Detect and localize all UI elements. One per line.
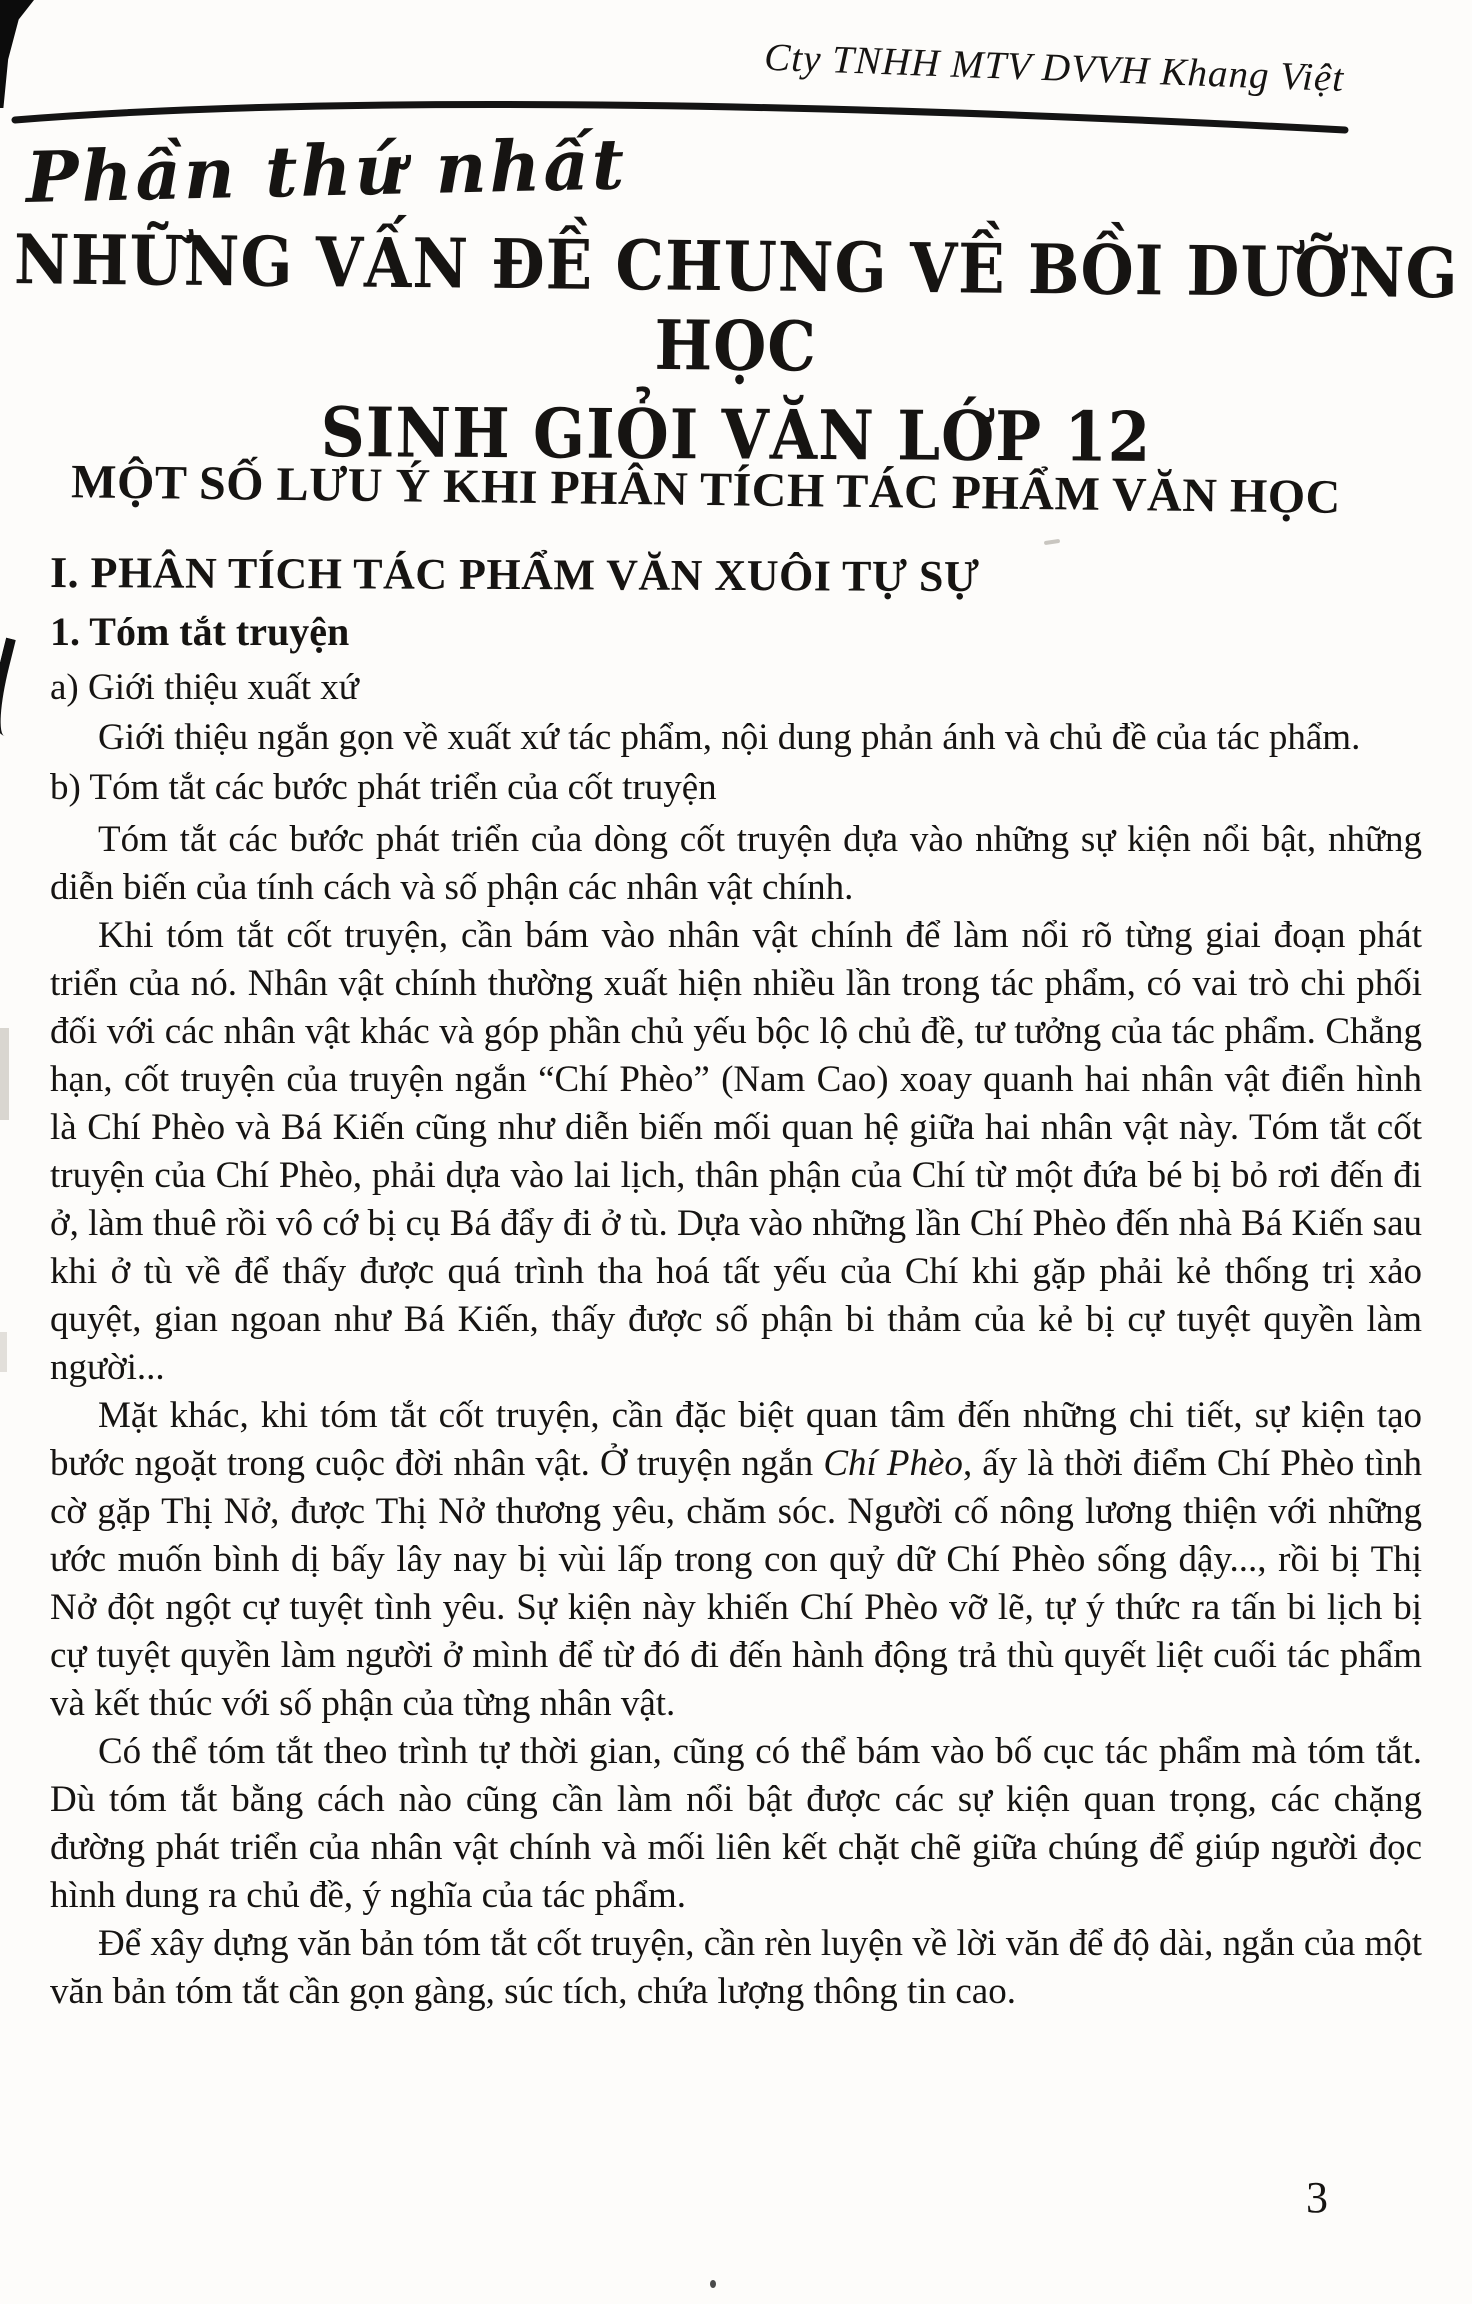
scan-artifact-edge-mark	[0, 638, 37, 739]
scan-artifact-speck	[1044, 539, 1060, 545]
paragraph-summary-methods: Có thể tóm tắt theo trình tự thời gian, cũng có thể bám vào bố cục tác phẩm mà tóm tắt. Dù tóm tắt bằng cách nào cũng cần làm nổi bật được các sự kiện quan trọng, các chặng đường phát triển của nhân vật chính và mối liên kết chặt chẽ giữa chúng để giúp người đọc hình dung ra chủ đề, ý nghĩa của tác phẩm.	[50, 1731, 1422, 1916]
chapter-title	[0, 220, 1472, 478]
paragraph-turning-points-text: , ấy là thời điểm Chí Phèo tình cờ gặp Thị Nở, được Thị Nở thương yêu, chăm sóc. Người cố nông lương thiện với những ước muốn bình dị bấy lây nay bị vùi lấp trong con quỷ dữ Chí Phèo sống dậy..., rồi bị Thị Nở đột ngột cự tuyệt tình yêu. Sự kiện này khiến Chí Phèo vỡ lẽ, tự ý thức ra tấn bi lịch bị cự tuyệt quyền làm người ở mình để từ đó đi đến hành động trả thù quyết liệt cuối tác phẩm và kết thúc với số phận của từng nhân vật.	[50, 1443, 1422, 1724]
paragraph-writing-advice: Để xây dựng văn bản tóm tắt cốt truyện, cần rèn luyện về lời văn để độ dài, ngắn của một văn bản tóm tắt cần gọn gàng, súc tích, chứa lượng thông tin cao.	[50, 1923, 1422, 2012]
body-text-column	[50, 546, 1422, 2016]
work-title-italic: Chí Phèo	[823, 1443, 963, 1484]
heading-item-a: a) Giới thiệu xuất xứ	[50, 667, 359, 708]
page-number: 3	[1306, 2173, 1328, 2222]
heading-part-i: I. PHÂN TÍCH TÁC PHẨM VĂN XUÔI TỰ SỰ	[49, 548, 980, 602]
section-title: MỘT SỐ LƯU Ý KHI PHÂN TÍCH TÁC PHẨM VĂN HỌC	[70, 455, 1342, 524]
paragraph-main-character: Khi tóm tắt cốt truyện, cần bám vào nhân vật chính để làm nổi rõ từng giai đoạn phát triển của nó. Nhân vật chính thường xuất hiện nhiều lần trong tác phẩm, có vai trò chi phối đối với các nhân vật khác và góp phần chủ yếu bộc lộ chủ đề, tư tưởng của tác phẩm. Chẳng hạn, cốt truyện của truyện ngắn “Chí Phèo” (Nam Cao) xoay quanh hai nhân vật điển hình là Chí Phèo và Bá Kiến cũng như diễn biến mối quan hệ giữa hai nhân vật này. Tóm tắt cốt truyện của Chí Phèo, phải dựa vào lai lịch, thân phận của Chí từ một đứa bé bị bỏ rơi đến đi ở, làm thuê rồi vô cớ bị cụ Bá đẩy đi ở tù. Dựa vào những lần Chí Phèo đến nhà Bá Kiến sau khi ở tù về để thấy được quá trình tha hoá tất yếu của Chí khi gặp phải kẻ thống trị xảo quyệt, gian ngoan như Bá Kiến, thấy được số phận bi thảm của kẻ bị cự tuyệt quyền làm người...	[50, 915, 1422, 1388]
paragraph-plot-steps: Tóm tắt các bước phát triển của dòng cốt truyện dựa vào những sự kiện nổi bật, những diễn biến của tính cách và số phận các nhân vật chính.	[50, 819, 1422, 908]
scan-artifact-dot	[710, 2280, 716, 2288]
heading-item-b: b) Tóm tắt các bước phát triển của cốt truyện	[50, 767, 717, 808]
scan-artifact-smudge	[0, 1028, 9, 1120]
part-label: Phần thứ nhất	[25, 122, 628, 219]
publisher-running-header: Cty TNHH MTV DVVH Khang Việt	[763, 35, 1345, 100]
paragraph-turning-points-text: Mặt khác, khi tóm tắt cốt truyện, cần đặc biệt quan tâm đến những chi tiết, sự kiện tạo bước ngoặt trong cuộc đời nhân vật. Ở truyện ngắn	[50, 1395, 1422, 1484]
chapter-title-line-1: NHỮNG VẤN ĐỀ CHUNG VỀ BỒI DƯỠNG HỌC	[13, 220, 1459, 388]
heading-item-1: 1. Tóm tắt truyện	[50, 609, 350, 654]
paragraph-intro: Giới thiệu ngắn gọn về xuất xứ tác phẩm, nội dung phản ánh và chủ đề của tác phẩm.	[98, 717, 1361, 758]
paragraph-turning-points	[50, 1392, 1422, 1728]
chapter-title-line-2: SINH GIỎI VĂN LỚP 12	[320, 393, 1152, 478]
scan-artifact-smudge	[0, 1332, 7, 1372]
